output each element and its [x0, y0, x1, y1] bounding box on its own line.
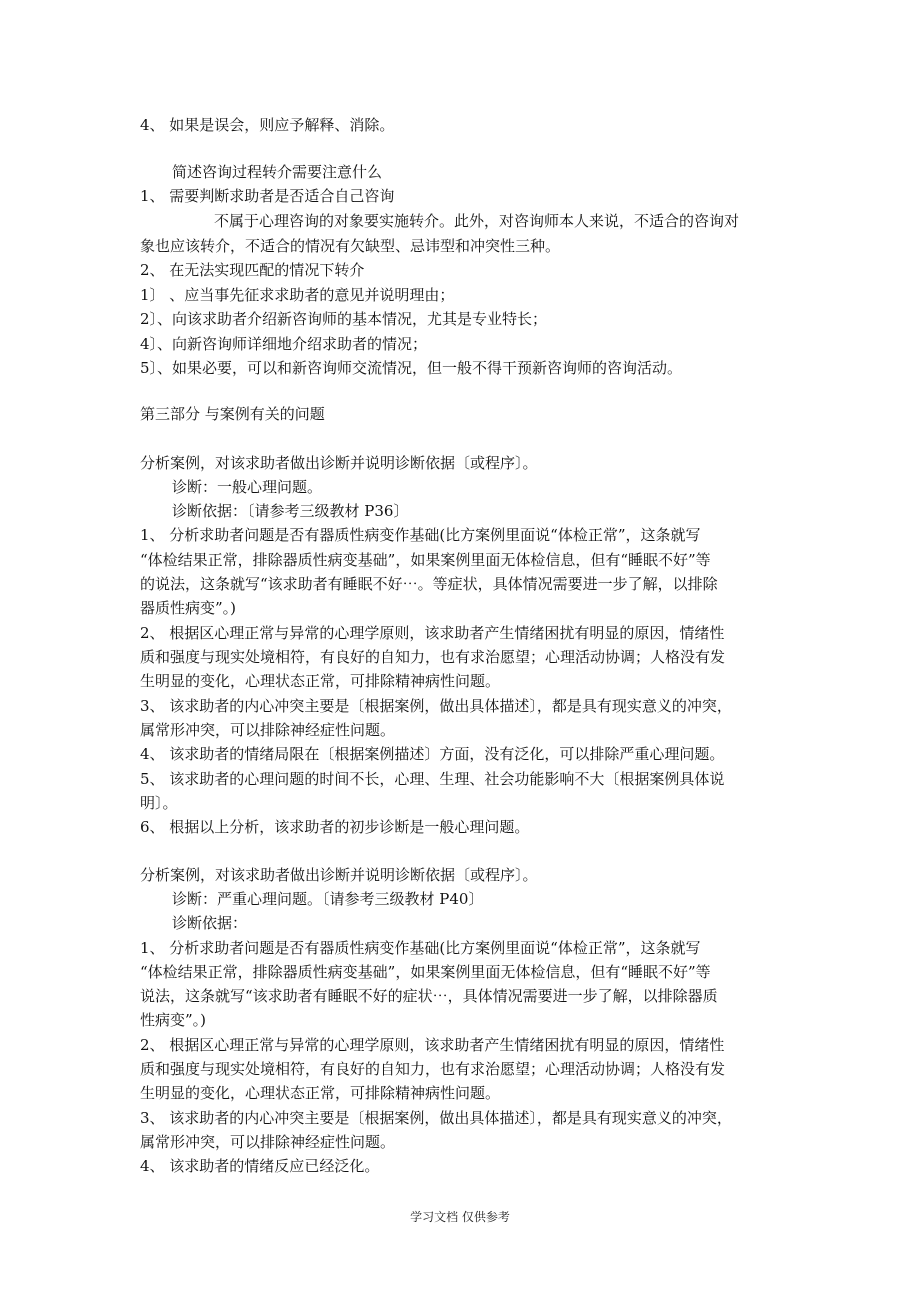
- referral-sub-1: 1〕 、应当事先征求求助者的意见并说明理由；: [140, 286, 455, 304]
- case-1-point-3b: 属常形冲突，可以排除神经症性问题。: [140, 721, 396, 739]
- case-1-point-5b: 明〕。: [140, 794, 178, 812]
- case-2-basis-heading: 诊断依据：: [172, 914, 248, 932]
- case-2-question: 分析案例，对该求助者做出诊断并说明诊断依据〔或程序〕。: [140, 866, 538, 884]
- referral-sub-2: 2〕、向该求助者介绍新咨询师的基本情况，尤其是专业特长；: [140, 310, 548, 328]
- case-2-point-1b: “体检结果正常，排除器质性病变基础”，如果案例里面无体检信息，但有“睡眠不好”等: [140, 963, 711, 981]
- referral-item-2: 2、 在无法实现匹配的情况下转介: [140, 261, 365, 279]
- case-2-point-1c: 说法，这条就写“该求助者有睡眠不好的症状⋯，具体情况需要进一步了解，以排除器质: [140, 987, 718, 1005]
- referral-sub-5: 5〕、如果必要，可以和新咨询师交流情况，但一般不得干预新咨询师的咨询活动。: [140, 359, 683, 377]
- case-2-point-3a: 3、 该求助者的内心冲突主要是〔根据案例，做出具体描述〕，都是具有现实意义的冲突，: [140, 1109, 732, 1127]
- part-three-heading: 第三部分 与案例有关的问题: [140, 405, 325, 423]
- referral-item-1: 1、 需要判断求助者是否适合自己咨询: [140, 187, 395, 205]
- case-2-point-2c: 生明显的变化，心理状态正常，可排除精神病性问题。: [140, 1084, 501, 1102]
- item-4-line: 4、 如果是误会，则应予解释、消除。: [140, 116, 395, 134]
- case-1-point-1c: 的说法，这条就写“该求助者有睡眠不好⋯。等症状，具体情况需要进一步了解，以排除: [140, 575, 718, 593]
- case-2-point-4: 4、 该求助者的情绪反应已经泛化。: [140, 1157, 380, 1175]
- case-1-point-2a: 2、 根据区心理正常与异常的心理学原则，该求助者产生情绪困扰有明显的原因，情绪性: [140, 624, 725, 642]
- case-2-point-3b: 属常形冲突，可以排除神经症性问题。: [140, 1133, 396, 1151]
- case-1-point-1a: 1、 分析求助者问题是否有器质性病变作基础(比方案例里面说“体检正常”，这条就写: [140, 526, 701, 544]
- referral-item-1-text-2: 象也应该转介，不适合的情况有欠缺型、忌讳型和冲突性三种。: [140, 237, 561, 255]
- case-1-point-1b: “体检结果正常，排除器质性病变基础”，如果案例里面无体检信息，但有“睡眠不好”等: [140, 551, 711, 569]
- case-1-point-6: 6、 根据以上分析，该求助者的初步诊断是一般心理问题。: [140, 818, 530, 836]
- case-1-diagnosis: 诊断：一般心理问题。: [172, 478, 323, 496]
- case-1-question: 分析案例，对该求助者做出诊断并说明诊断依据〔或程序〕。: [140, 454, 538, 472]
- case-2-point-1a: 1、 分析求助者问题是否有器质性病变作基础(比方案例里面说“体检正常”，这条就写: [140, 939, 701, 957]
- case-1-point-4: 4、 该求助者的情绪局限在〔根据案例描述〕方面，没有泛化，可以排除严重心理问题。: [140, 745, 725, 763]
- case-1-point-5a: 5、 该求助者的心理问题的时间不长，心理、生理、社会功能影响不大〔根据案例具体说: [140, 770, 725, 788]
- referral-sub-4: 4〕、向新咨询师详细地介绍求助者的情况；: [140, 335, 428, 353]
- case-2-diagnosis: 诊断：严重心理问题。〔请参考三级教材 P40〕: [172, 890, 484, 908]
- case-1-point-2b: 质和强度与现实处境相符，有良好的自知力，也有求治愿望；心理活动协调；人格没有发: [140, 648, 726, 666]
- case-1-point-2c: 生明显的变化，心理状态正常，可排除精神病性问题。: [140, 672, 501, 690]
- case-1-basis-heading: 诊断依据：〔请参考三级教材 P36〕: [172, 502, 409, 520]
- referral-item-1-text-1: 不属于心理咨询的对象要实施转介。此外，对咨询师本人来说，不适合的咨询对: [214, 212, 740, 230]
- case-2-point-2b: 质和强度与现实处境相符，有良好的自知力，也有求治愿望；心理活动协调；人格没有发: [140, 1060, 726, 1078]
- section-heading-referral: 简述咨询过程转介需要注意什么: [172, 163, 383, 181]
- case-2-point-1d: 性病变”。): [140, 1011, 207, 1029]
- case-2-point-2a: 2、 根据区心理正常与异常的心理学原则，该求助者产生情绪困扰有明显的原因，情绪性: [140, 1036, 725, 1054]
- case-1-point-1d: 器质性病变”。): [140, 599, 237, 617]
- page-footer: 学习文档 仅供参考: [410, 1210, 510, 1224]
- case-1-point-3a: 3、 该求助者的内心冲突主要是〔根据案例，做出具体描述〕，都是具有现实意义的冲突，: [140, 697, 732, 715]
